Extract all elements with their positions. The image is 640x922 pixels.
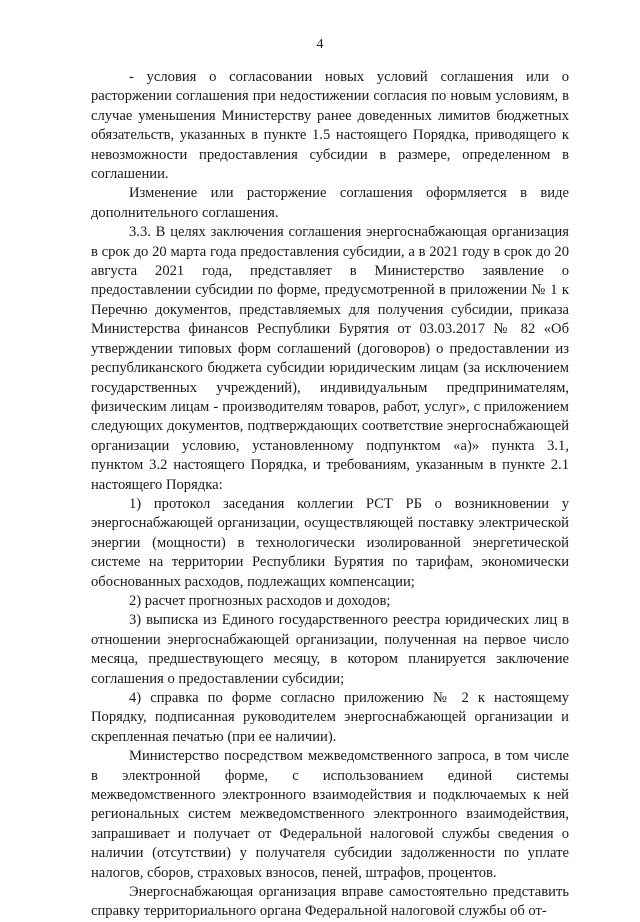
list-item-2-forecast: 2) расчет прогнозных расходов и доходов; <box>129 592 391 609</box>
list-item-3-registry-extract: 3) выписка из Единого государственного реестра юридических лиц в отношении энергоснабжающей организации, полученная на первое число месяца, предшествующего месяцу, в котором планируется заключение соглашения о предоставлении субсидии; <box>91 612 569 687</box>
paragraph-interagency-request: Министерство посредством межведомственного запроса, в том числе в электронной форме, с использованием единой системы межведомственного электронного взаимодействия и подключаемых к ней региональных систем межведомственного электронного взаимодействия, запрашивает и получает от Федеральной налоговой службы сведения о наличии (отсутствии) у получателя субсидии задолженности по уплате налогов, сборов, страховых взносов, пеней, штрафов, процентов. <box>91 748 569 881</box>
document-body <box>91 68 569 922</box>
list-item-1-protocol: 1) протокол заседания коллегии РСТ РБ о возникновении у энергоснабжающей организации, осуществляющей поставку электрической энергии (мощности) в технологически изолированной энергетической системе на территории Республики Бурятия по тарифам, экономически обоснованных расходов, подлежащих компенсации; <box>91 495 569 590</box>
page-number: 4 <box>316 37 324 52</box>
paragraph-condition-termination: - условия о согласовании новых условий соглашения или о расторжении соглашения при недостижении согласия по новым условиям, в случае уменьшения Министерству ранее доведенных лимитов бюджетных обязательств, указанных в пункте 1.5 настоящего Порядка, приводящего к невозможности предоставления субсидии в размере, определенном в соглашении. <box>91 69 569 183</box>
paragraph-amendment: Изменение или расторжение соглашения оформляется в виде дополнительного соглашения. <box>91 185 569 221</box>
paragraph-tax-certificate: Энергоснабжающая организация вправе самостоятельно представить справку территориального органа Федеральной налоговой службы об от- <box>91 884 569 920</box>
paragraph-3-3: 3.3. В целях заключения соглашения энергоснабжающая организация в срок до 20 марта года предоставления субсидии, а в 2021 году в срок до 20 августа 2021 года, представляет в Министерство заявление о предоставлении субсидии по форме, предусмотренной в приложении № 1 к Перечню документов, представляемых для получения субсидии, приказа Министерства финансов Республики Бурятия от 03.03.2017 № 82 «Об утверждении типовых форм соглашений (договоров) о предоставлении из республиканского бюджета субсидии юридическим лицам (за исключением государственных учреждений), индивидуальным предпринимателям, физическим лицам - производителям товаров, работ, услуг», с приложением следующих документов, подтверждающих соответствие энергоснабжающей организации условию, установленному подпунктом «а)» пункта 3.1, пунктом 3.2 настоящего Порядка, и требованиям, указанным в пункте 2.1 настоящего Порядка: <box>91 224 569 493</box>
list-item-4-certificate: 4) справка по форме согласно приложению № 2 к настоящему Порядку, подписанная руководителем энергоснабжающей организации и скрепленная печатью (при ее наличии). <box>91 690 569 745</box>
